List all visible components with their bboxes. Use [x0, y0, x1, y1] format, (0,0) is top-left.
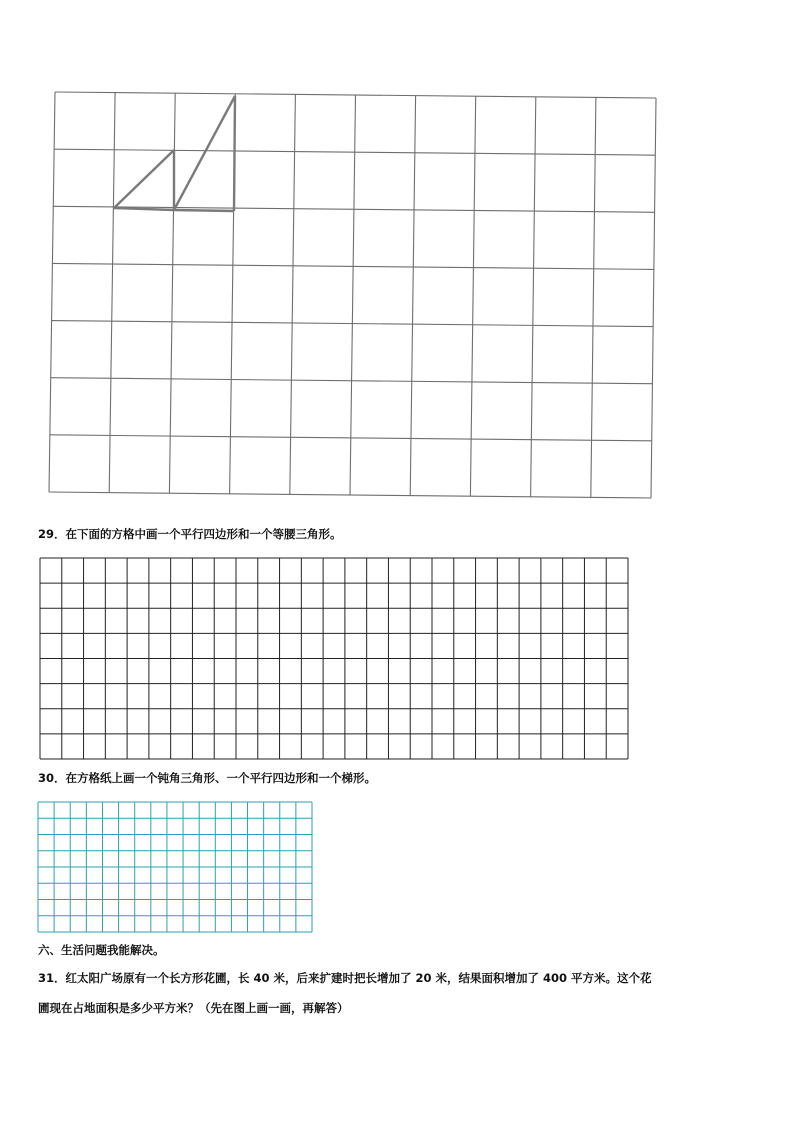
section-6-heading: 六、生活问题我能解决。 — [38, 943, 165, 957]
question-31 — [38, 970, 758, 1016]
question-30: 30．在方格纸上画一个钝角三角形、一个平行四边形和一个梯形。 — [38, 771, 376, 785]
question-29: 29．在下面的方格中画一个平行四边形和一个等腰三角形。 — [38, 527, 342, 541]
question-31-line-1: 31．红太阳广场原有一个长方形花圃，长 40 米，后来扩建时把长增加了 20 米，结果面积增加了 400 平方米。这个花 — [38, 971, 652, 985]
question-31-line-2: 圃现在占地面积是多少平方米？（先在图上画一画，再解答） — [38, 1001, 349, 1015]
